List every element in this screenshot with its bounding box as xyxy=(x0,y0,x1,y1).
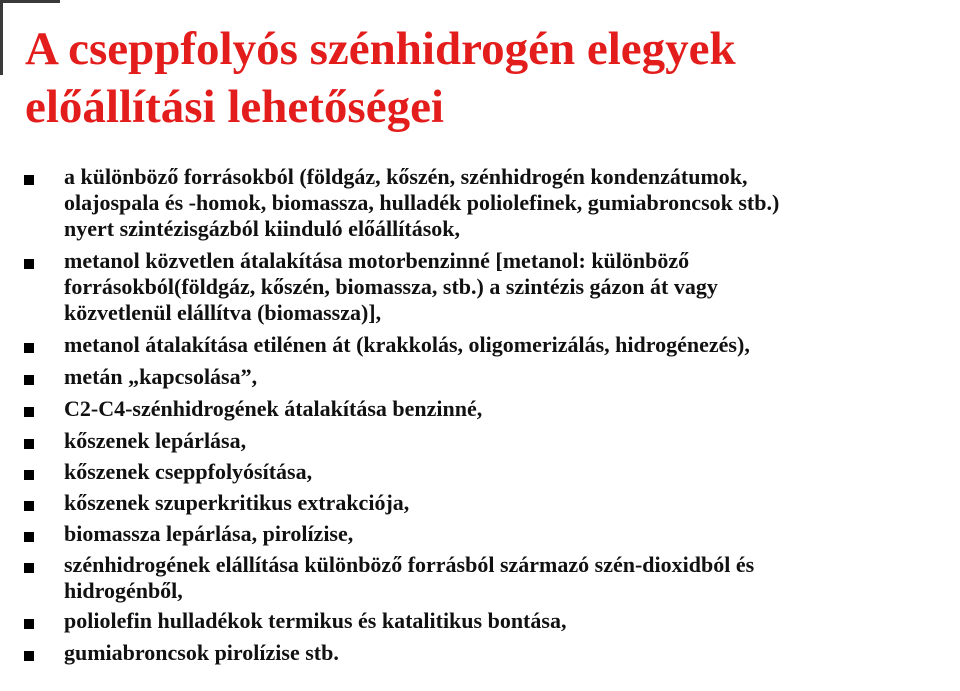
square-bullet-icon xyxy=(24,259,34,269)
square-bullet-icon xyxy=(24,175,34,185)
list-item-line: közvetlenül elállítva (biomassza)], xyxy=(64,300,382,325)
square-bullet-icon xyxy=(24,343,34,353)
list-item-line: forrásokból(földgáz, kőszén, biomassza, stb.) a szintézis gázon át vagy xyxy=(64,274,718,299)
list-item-text xyxy=(64,164,944,242)
square-bullet-icon xyxy=(24,532,34,542)
list-item-line: metán „kapcsolása”, xyxy=(64,364,258,389)
square-bullet-icon xyxy=(24,651,34,661)
list-item-line: poliolefin hulladékok termikus és katalitikus bontása, xyxy=(64,608,567,633)
list-item-line: olajospala és -homok, biomassza, hulladék poliolefinek, gumiabroncsok stb.) xyxy=(64,190,780,215)
list-item-text xyxy=(64,428,944,454)
list-item-line: metanol közvetlen átalakítása motorbenzinné [metanol: különböző xyxy=(64,248,690,273)
list-item-line: hidrogénből, xyxy=(64,578,183,603)
list-item-text xyxy=(64,552,944,604)
list-item-line: C2-C4-szénhidrogének átalakítása benzinné, xyxy=(64,396,483,421)
list-item-text xyxy=(64,490,944,516)
list-item-text xyxy=(64,640,944,666)
list-item-text xyxy=(64,248,944,326)
list-item-line: a különböző forrásokból (földgáz, kőszén, szénhidrogén kondenzátumok, xyxy=(64,164,748,189)
list-item-line: gumiabroncsok pirolízise stb. xyxy=(64,640,339,665)
list-item-text xyxy=(64,521,944,547)
list-item-text xyxy=(64,396,944,422)
list-item-text xyxy=(64,332,944,358)
square-bullet-icon xyxy=(24,501,34,511)
list-item-line: kőszenek cseppfolyósítása, xyxy=(64,459,313,484)
list-item-line: szénhidrogének elállítása különböző forrásból származó szén-dioxidból és xyxy=(64,552,755,577)
square-bullet-icon xyxy=(24,563,34,573)
list-item-line: kőszenek lepárlása, xyxy=(64,428,247,453)
square-bullet-icon xyxy=(24,619,34,629)
list-item-line: nyert szintézisgázból kiinduló előállítások, xyxy=(64,216,461,241)
list-item-line: kőszenek szuperkritikus extrakciója, xyxy=(64,490,410,515)
square-bullet-icon xyxy=(24,439,34,449)
list-item-line: biomassza lepárlása, pirolízise, xyxy=(64,521,354,546)
list-item-text xyxy=(64,459,944,485)
square-bullet-icon xyxy=(24,375,34,385)
slide-title-line-1: A cseppfolyós szénhidrogén elegyek xyxy=(25,23,736,75)
slide-title-line-2: előállítási lehetőségei xyxy=(25,81,444,133)
list-item-text xyxy=(64,608,944,634)
square-bullet-icon xyxy=(24,407,34,417)
list-item-text xyxy=(64,364,944,390)
list-item-line: metanol átalakítása etilénen át (krakkolás, oligomerizálás, hidrogénezés), xyxy=(64,332,750,357)
square-bullet-icon xyxy=(24,470,34,480)
